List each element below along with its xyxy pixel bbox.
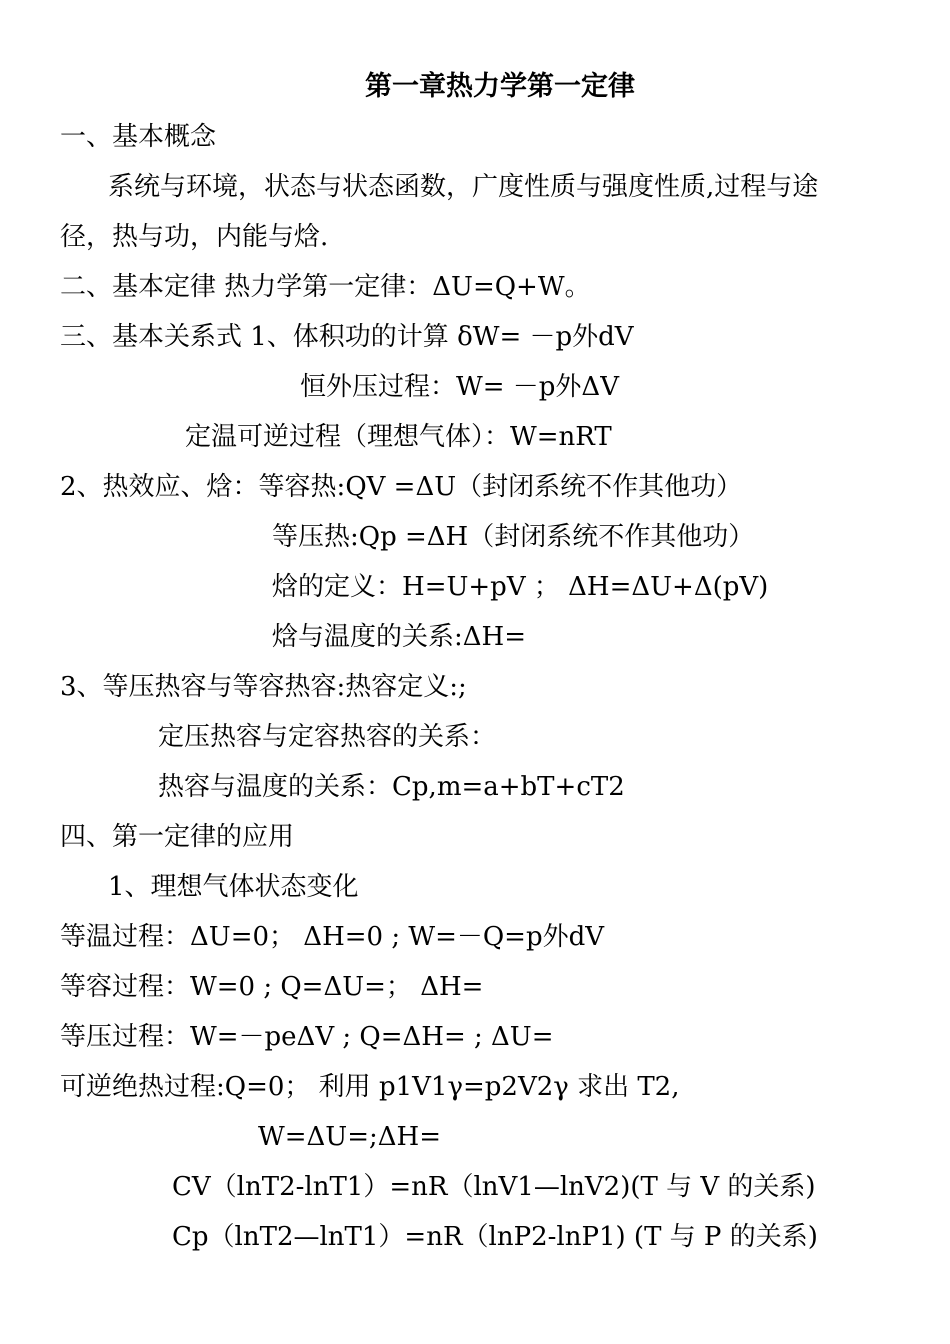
heat-capacity-temperature-formula: Cp,m=a+bT+cT2 bbox=[392, 772, 625, 802]
isobaric-process-line: 等压过程：W=－peΔV ; Q=ΔH= ; ΔU= bbox=[60, 1022, 554, 1052]
isobaric-process-formula: W=－peΔV ; Q=ΔH= ; ΔU= bbox=[190, 1022, 554, 1052]
isothermal-reversible-line: 定温可逆过程（理想气体）：W=nRT bbox=[185, 422, 612, 452]
section-heading-applications: 四、第一定律的应用 bbox=[60, 822, 295, 852]
section-heading-basic-law: 二、基本定律 热力学第一定律：ΔU=Q+W。 bbox=[60, 272, 591, 302]
page-title: 第一章热力学第一定律 bbox=[365, 71, 635, 102]
isochoric-process-formula: W=0 ; Q=ΔU=； ΔH= bbox=[190, 972, 484, 1002]
paragraph-line: 系统与环境，状态与状态函数，广度性质与强度性质,过程与途 bbox=[108, 172, 819, 202]
isothermal-reversible-formula: W=nRT bbox=[510, 422, 612, 452]
const-ext-pressure-formula: W= －p外ΔV bbox=[456, 372, 619, 402]
adiabatic-process-line: 可逆绝热过程:Q=0； 利用 p1V1γ=p2V2γ 求出 T2, bbox=[60, 1072, 680, 1102]
isobaric-heat-formula: Qp =ΔH（封闭系统不作其他功） bbox=[358, 522, 755, 552]
subsection-ideal-gas: 1、理想气体状态变化 bbox=[108, 872, 359, 902]
heat-effect-line: 2、热效应、焓：等容热:QV =ΔU（封闭系统不作其他功） bbox=[60, 472, 743, 502]
section-heading-relations: 三、基本关系式 1、体积功的计算 δW= －p外dV bbox=[60, 322, 634, 352]
cp-temperature-pressure-relation: Cp（lnT2—lnT1）=nR（lnP2-lnP1) (T 与 P 的关系) bbox=[172, 1222, 818, 1252]
first-law-formula: ΔU=Q+W。 bbox=[432, 272, 591, 302]
isochoric-heat-formula: QV =ΔU（封闭系统不作其他功） bbox=[345, 472, 743, 502]
cv-temperature-volume-relation: CV（lnT2-lnT1）=nR（lnV1—lnV2)(T 与 V 的关系) bbox=[172, 1172, 816, 1202]
section-heading-basic-concepts: 一、基本概念 bbox=[60, 122, 217, 152]
isothermal-process-line: 等温过程：ΔU=0； ΔH=0 ; W=－Q=p外dV bbox=[60, 922, 605, 952]
enthalpy-definition-formula: H=U+pV ； ΔH=ΔU+Δ(pV) bbox=[402, 572, 769, 602]
isobaric-heat-line: 等压热:Qp =ΔH（封闭系统不作其他功） bbox=[272, 522, 755, 552]
heat-capacity-heading: 3、等压热容与等容热容:热容定义:; bbox=[60, 672, 467, 702]
isochoric-process-line: 等容过程：W=0 ; Q=ΔU=； ΔH= bbox=[60, 972, 484, 1002]
enthalpy-temperature-formula: ΔH= bbox=[462, 622, 527, 652]
const-ext-pressure-line: 恒外压过程：W= －p外ΔV bbox=[300, 372, 619, 402]
isothermal-process-formula: ΔU=0； ΔH=0 ; W=－Q=p外dV bbox=[190, 922, 605, 952]
adiabatic-process-formula: Q=0； 利用 p1V1γ=p2V2γ 求出 T2, bbox=[224, 1072, 680, 1102]
volume-work-formula: δW= －p外dV bbox=[457, 322, 634, 352]
cp-cv-relation-line: 定压热容与定容热容的关系： bbox=[158, 722, 497, 752]
enthalpy-temperature-line: 焓与温度的关系:ΔH= bbox=[272, 622, 527, 652]
adiabatic-work-line: W=ΔU=;ΔH= bbox=[258, 1122, 441, 1152]
enthalpy-definition-line: 焓的定义：H=U+pV ； ΔH=ΔU+Δ(pV) bbox=[272, 572, 769, 602]
paragraph-line: 径，热与功，内能与焓. bbox=[60, 222, 329, 252]
heat-capacity-temperature-line: 热容与温度的关系：Cp,m=a+bT+cT2 bbox=[158, 772, 625, 802]
